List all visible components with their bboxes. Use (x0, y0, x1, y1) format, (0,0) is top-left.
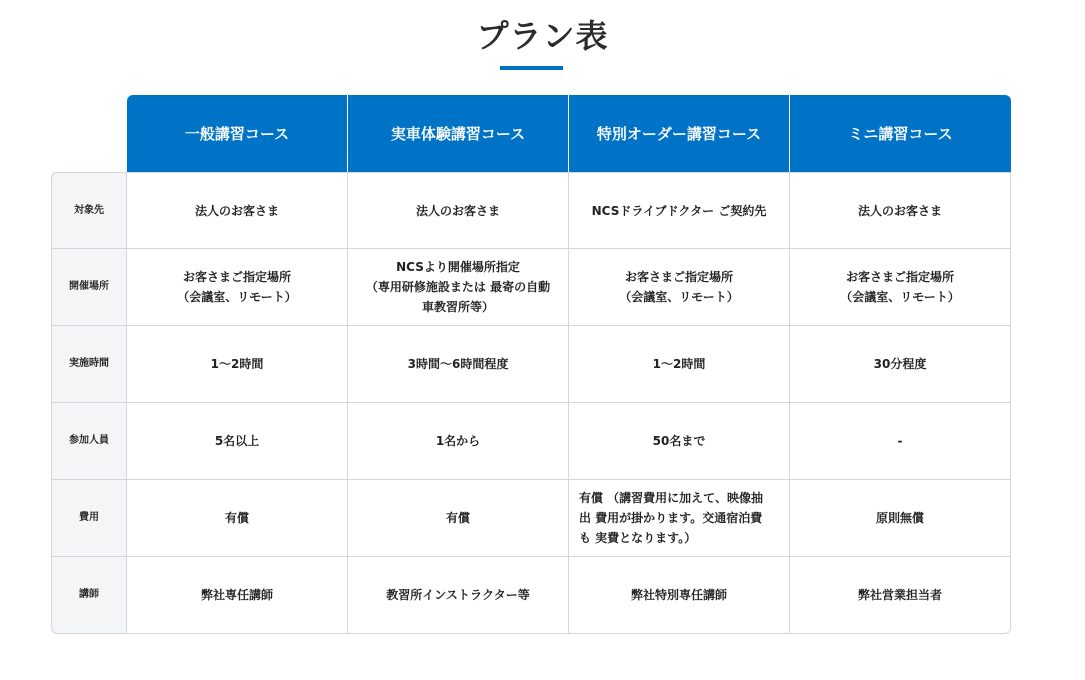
table-cell (569, 326, 790, 403)
table-cell (790, 172, 1011, 249)
table-cell (127, 480, 348, 557)
cell-text-line: 原則無償 (875, 511, 924, 525)
cell-text-line: 教習所インストラクター等 (386, 588, 530, 602)
cell-text-line: 有償 （講習費用に加えて、映像抽 (579, 491, 763, 505)
cell-text-line: 3時間〜6時間程度 (407, 357, 509, 371)
cell-text-line: 弊社専任講師 (200, 588, 273, 602)
table-row-venue (51, 249, 1011, 326)
column-header-general-course: 一般講習コース (127, 95, 348, 172)
table-cell (348, 480, 569, 557)
cell-text-line: 出 費用が掛かります。交通宿泊費 (579, 511, 763, 525)
table-cell (569, 480, 790, 557)
cell-text-line: （専用研修施設または 最寄の自動 (365, 280, 551, 294)
cell-text-line: 30分程度 (873, 357, 927, 371)
table-cell (569, 557, 790, 634)
cell-text-line: 1〜2時間 (652, 357, 706, 371)
column-header-practical-driving-course: 実車体験講習コース (348, 95, 569, 172)
row-header: 実施時間 (51, 326, 127, 403)
table-cell (348, 326, 569, 403)
table-cell (569, 172, 790, 249)
cell-text-line: 1〜2時間 (210, 357, 264, 371)
cell-text-line: 弊社特別専任講師 (630, 588, 727, 602)
table-cell (348, 172, 569, 249)
table-cell (348, 403, 569, 480)
table-cell (790, 480, 1011, 557)
row-header: 費用 (51, 480, 127, 557)
cell-text-line: 有償 (445, 511, 470, 525)
table-cell (790, 557, 1011, 634)
table-cell (127, 557, 348, 634)
row-header: 対象先 (51, 172, 127, 249)
column-header-mini-course: ミニ講習コース (790, 95, 1011, 172)
cell-text-line: 法人のお客さま (415, 203, 500, 218)
page-title: プラン表 (476, 17, 609, 55)
table-cell (569, 249, 790, 326)
cell-text-line: 弊社営業担当者 (857, 588, 942, 602)
table-cell (569, 403, 790, 480)
table-cell (348, 557, 569, 634)
row-header: 開催場所 (51, 249, 127, 326)
table-cell (348, 249, 569, 326)
cell-text-line: NCSより開催場所指定 (396, 260, 520, 274)
cell-text-line: お客さまご指定場所 (624, 270, 733, 284)
plan-table (51, 95, 1011, 634)
cell-text-line: 車教習所等） (421, 300, 494, 314)
table-cell (127, 172, 348, 249)
cell-text-line: も 実費となります。） (579, 531, 697, 545)
cell-text-line: お客さまご指定場所 (845, 270, 954, 284)
table-cell (127, 326, 348, 403)
cell-text-line: 5名以上 (214, 434, 260, 448)
cell-text-line: お客さまご指定場所 (182, 270, 291, 284)
table-cell (127, 249, 348, 326)
row-header: 参加人員 (51, 403, 127, 480)
cell-text-line: NCSドライブドクター ご契約先 (591, 203, 767, 218)
title-underline (500, 66, 563, 70)
cell-text-line: （会議室、リモート） (619, 290, 739, 304)
row-header: 講師 (51, 557, 127, 634)
table-cell (127, 403, 348, 480)
cell-text-line: 50名まで (652, 434, 706, 448)
table-corner (51, 95, 127, 172)
table-row-duration (51, 326, 1011, 403)
cell-text-line: （会議室、リモート） (177, 290, 297, 304)
cell-text-line: 1名から (435, 434, 481, 448)
cell-text-line: 法人のお客さま (194, 203, 279, 218)
column-header-special-order-course: 特別オーダー講習コース (569, 95, 790, 172)
cell-text-line: - (897, 434, 903, 448)
table-cell (790, 249, 1011, 326)
table-cell (790, 403, 1011, 480)
cell-text-line: 有償 (224, 511, 249, 525)
table-row-instructor (51, 557, 1011, 634)
cell-text-line: 法人のお客さま (857, 203, 942, 218)
table-row-cost (51, 480, 1011, 557)
table-header-row (51, 95, 1011, 172)
table-cell (790, 326, 1011, 403)
table-row-target (51, 172, 1011, 249)
cell-text-line: （会議室、リモート） (840, 290, 960, 304)
table-row-participants (51, 403, 1011, 480)
